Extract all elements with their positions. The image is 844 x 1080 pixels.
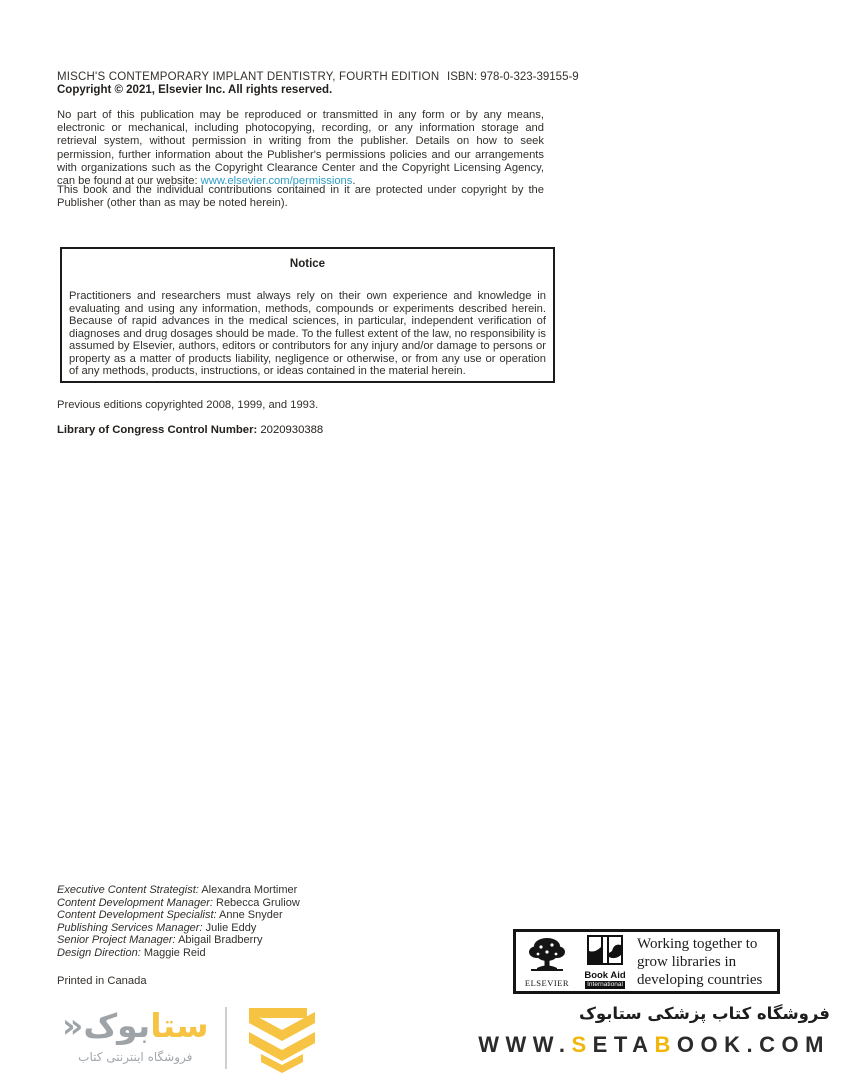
credit-role: Senior Project Manager:: [57, 934, 176, 946]
credit-line: [57, 947, 300, 960]
url-com: .COM: [746, 1032, 830, 1057]
previous-editions-line: Previous editions copyrighted 2008, 1999, and 1993.: [57, 399, 319, 411]
credit-name: Anne Snyder: [219, 909, 283, 921]
credit-line: [57, 897, 300, 910]
store-title-persian: فروشگاه کتاب پزشکی ستابوک: [579, 1004, 830, 1023]
url-s-accent: S: [571, 1032, 593, 1057]
url-eta: ETA: [592, 1032, 655, 1057]
credit-name: Abigail Bradberry: [178, 934, 263, 946]
credit-name: Rebecca Gruliow: [216, 896, 300, 909]
setabook-footer-right: [478, 1004, 830, 1058]
credit-role: Content Development Specialist:: [57, 909, 217, 921]
book-aid-message: Working together to grow libraries in developing countries: [637, 935, 763, 988]
elsevier-wordmark: ELSEVIER: [524, 977, 570, 988]
book-title: MISCH'S CONTEMPORARY IMPLANT DENTISTRY, FOURTH EDITION: [57, 71, 440, 83]
printed-in-line: Printed in Canada: [57, 975, 147, 987]
url-b-accent: B: [654, 1032, 677, 1057]
book-aid-icon: [587, 935, 623, 970]
copyright-line: Copyright © 2021, Elsevier Inc. All rights reserved.: [57, 84, 333, 96]
wordmark-gold-part: ستا: [150, 1006, 209, 1045]
wordmark-chevron-mark: «: [62, 1006, 84, 1045]
setabook-tagline: فروشگاه اینترنتی کتاب: [78, 1050, 193, 1064]
credit-line: [57, 884, 300, 897]
credit-line: [57, 909, 300, 922]
setabook-wordmark-text: [62, 1004, 209, 1048]
isbn-number: ISBN: 978-0-323-39155-9: [447, 71, 579, 83]
notice-title: Notice: [289, 258, 326, 270]
setabook-logo: [62, 1004, 323, 1079]
url-www: WWW.: [478, 1032, 572, 1057]
book-aid-subname: International: [587, 980, 623, 988]
credit-name: Julie Eddy: [205, 921, 257, 934]
footer-divider: [225, 1007, 227, 1069]
credit-role: Publishing Services Manager:: [57, 921, 203, 934]
elsevier-tree-icon: [527, 936, 567, 977]
setabook-wordmark: [62, 1004, 209, 1064]
book-aid-banner: [513, 929, 780, 994]
loc-number: 2020930388: [260, 424, 324, 436]
credit-name: Alexandra Mortimer: [201, 884, 298, 896]
credit-role: Design Direction:: [57, 946, 141, 959]
protection-paragraph: This book and the individual contributions contained in it are protected under copyright by the Publisher (other than as may be noted herein).: [57, 184, 544, 210]
credit-role: Executive Content Strategist:: [57, 884, 199, 896]
rights-text-end: .: [352, 175, 356, 188]
loc-label: Library of Congress Control Number:: [57, 424, 258, 436]
book-aid-logo: [579, 935, 631, 989]
credit-name: Maggie Reid: [143, 946, 206, 959]
permissions-link[interactable]: www.elsevier.com/permissions: [200, 175, 353, 188]
setabook-url[interactable]: [478, 1032, 830, 1058]
credits-block: [57, 884, 300, 959]
credit-line: [57, 934, 300, 947]
notice-box: [60, 247, 555, 383]
loc-line: [57, 424, 323, 436]
url-ook: OOK: [676, 1032, 747, 1057]
notice-body: Practitioners and researchers must always rely on their own experience and knowledge in evaluating and using any information, methods, compounds or experiments described herein. Because of rapid advances in the medical sciences, in particular, independent verification of diagnoses and drug dosages should be made. To the fullest extent of the law, no responsibility is assumed by Elsevier, authors, editors or contributors for any injury and/or damage to persons or property as a matter of products liability, negligence or otherwise, or from any use or operation of any methods, products, instructions, or ideas contained in the material herein.: [69, 290, 546, 377]
rights-paragraph: [57, 109, 544, 188]
setabook-emblem-icon: [241, 1006, 323, 1079]
book-aid-name: Book Aid: [584, 969, 626, 981]
wordmark-gray-part: بوک: [83, 1006, 151, 1045]
credit-role: Content Development Manager:: [57, 896, 213, 909]
rights-text: No part of this publication may be reproduced or transmitted in any form or by any means, electronic or mechanical, including photocopying, recording, or any information storage and retrieval system, without permission in writing from the publisher. Details on how to seek permission, further information about the Publisher's permissions policies and our arrangements with organizations such as the Copyright Clearance Center and the Copyright Licensing Agency, can be found at our website:: [57, 109, 544, 188]
credit-line: [57, 922, 300, 935]
elsevier-logo: [521, 936, 573, 988]
